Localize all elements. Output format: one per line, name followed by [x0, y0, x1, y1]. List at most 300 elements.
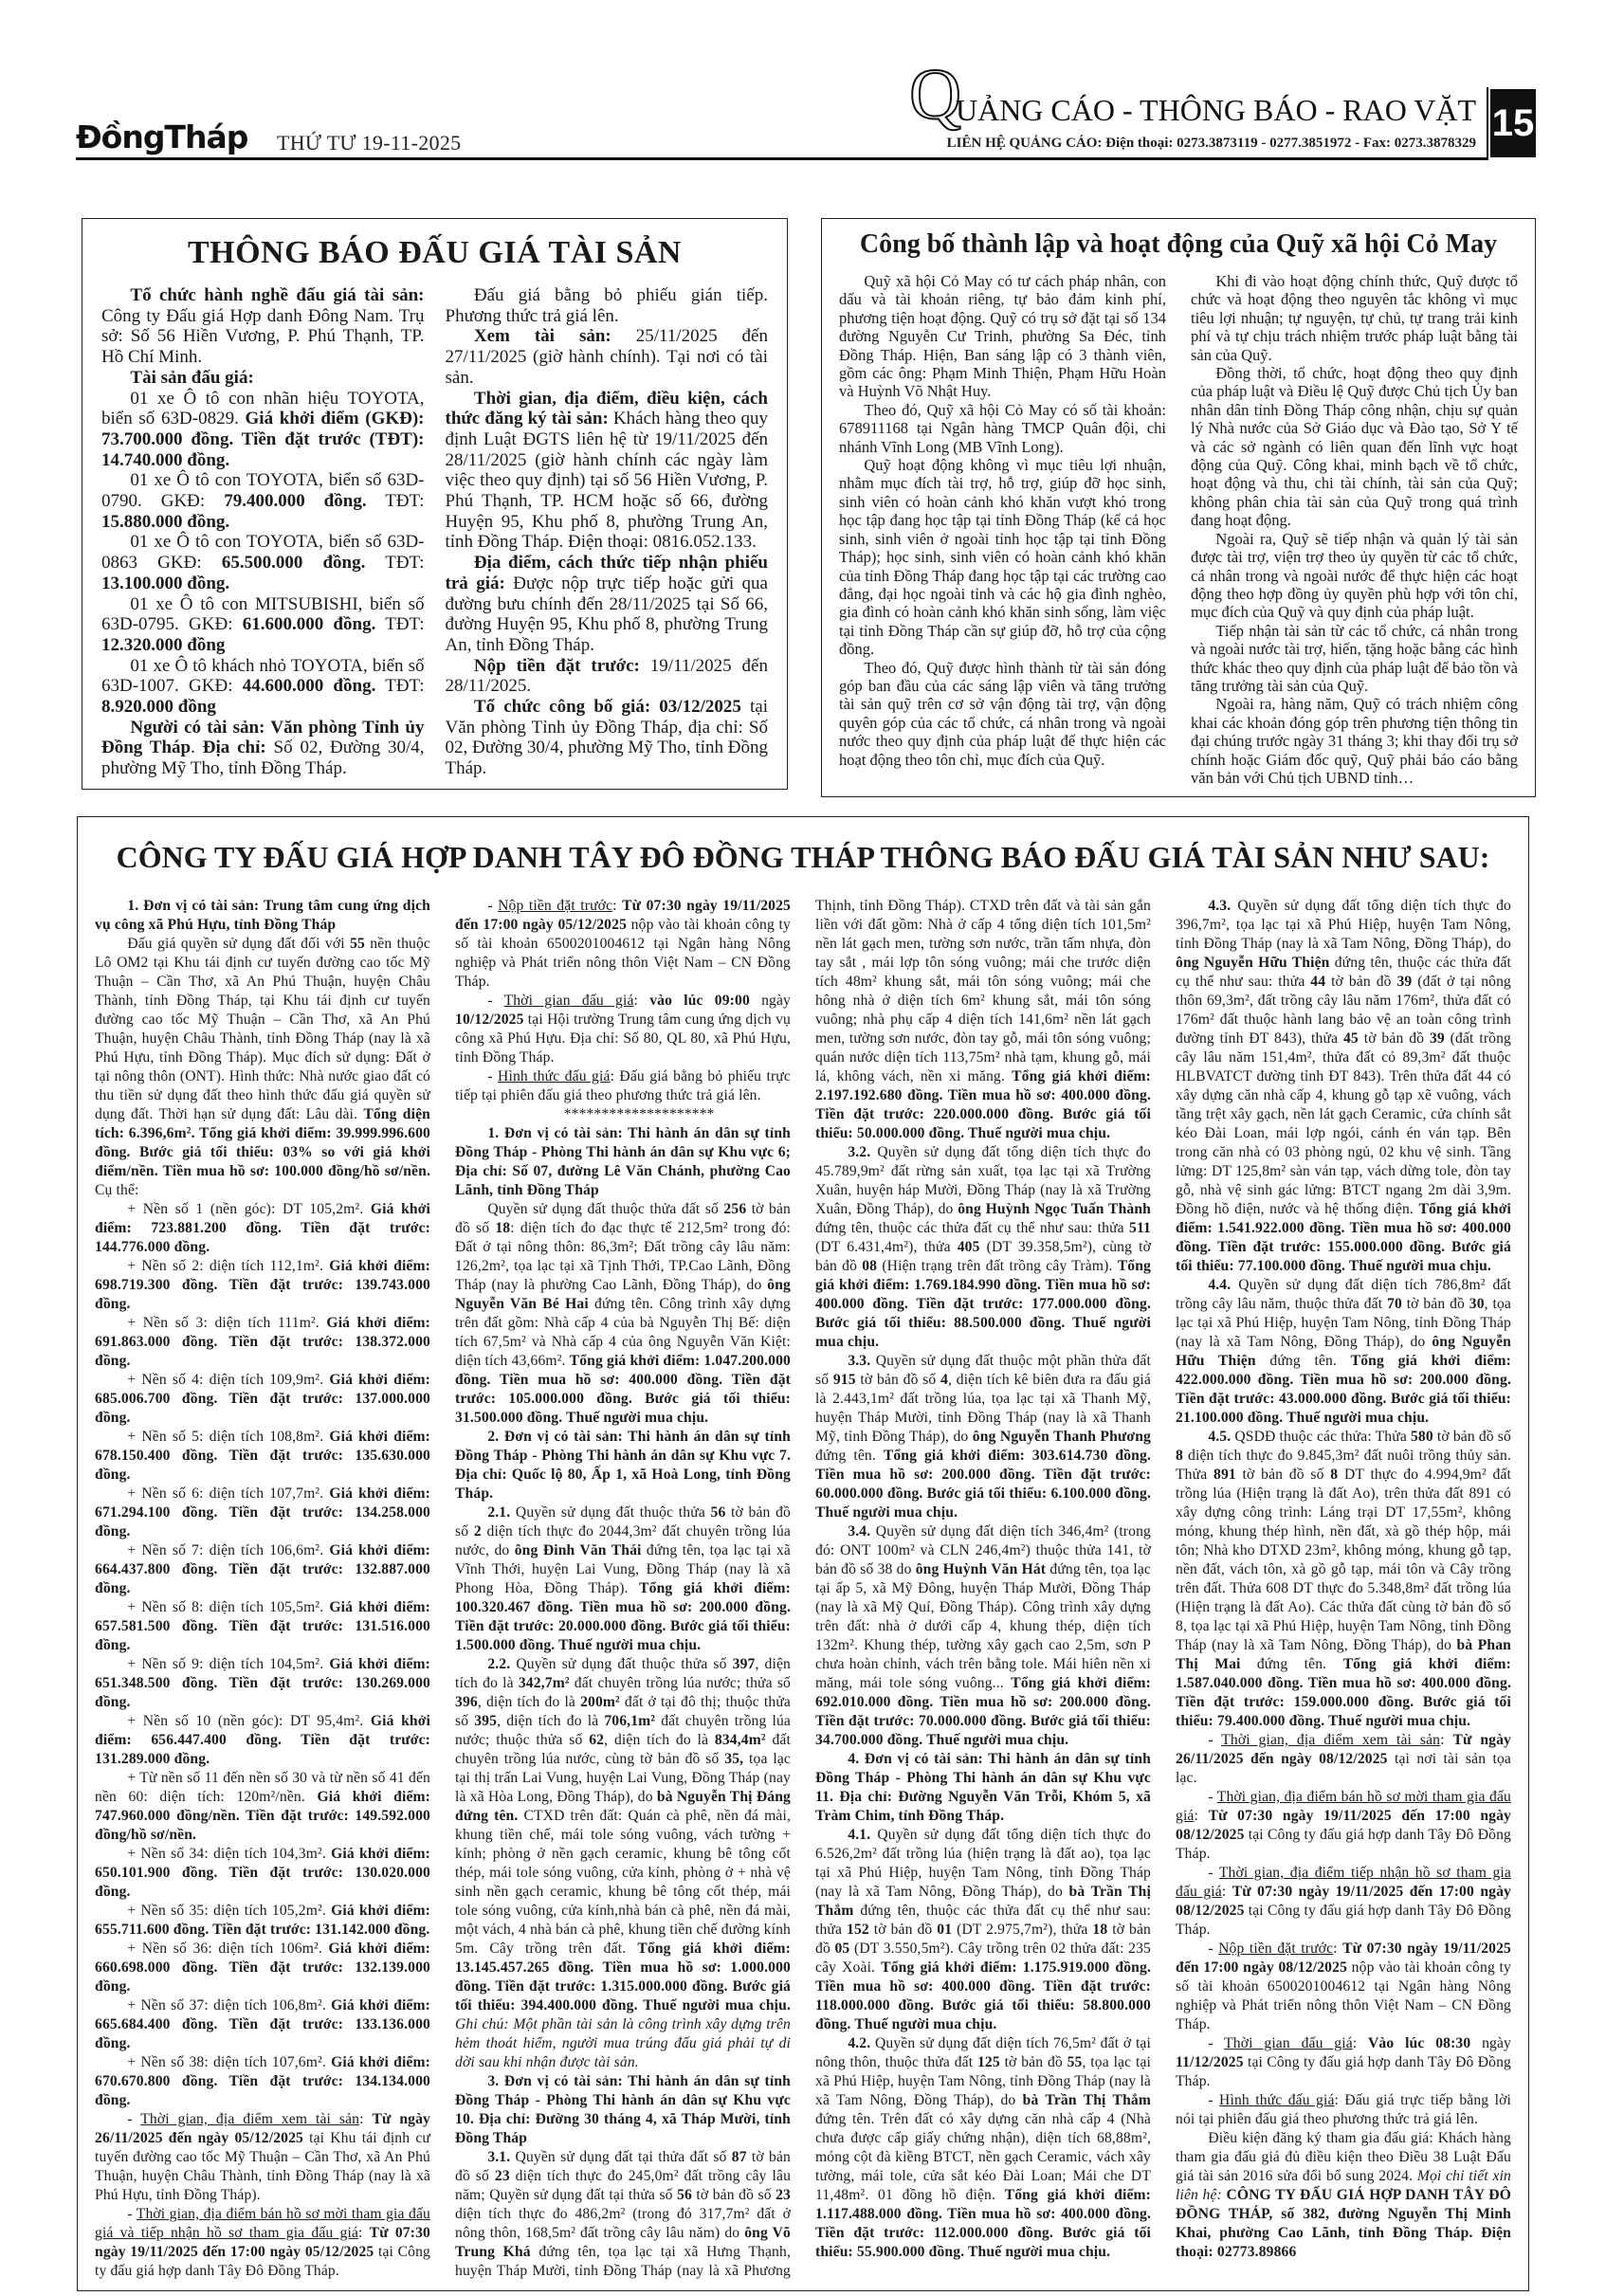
paragraph	[95, 935, 430, 1200]
bold-text: Tổng giá khởi điểm: 2.197.192.680 đồng. Tiền mua hồ sơ: 400.000 đồng. Tiền đặt trước: 220.000.000 đồng. Bước giá tối thiểu: 50.000.000 đồng. Thuế người mua chịu.	[815, 1068, 1151, 1141]
text: tại Công ty đấu giá hợp danh Tây Đô Đồng Tháp.	[1176, 2054, 1511, 2089]
bold-text: 65.500.000 đồng.	[221, 553, 366, 574]
text: nộp vào tài khoản công ty số tài khoản 6500201004612 tại Ngân hàng Nông nghiệp và Phát triển nông thôn Việt Nam – CN Đồng Tháp.	[455, 917, 791, 990]
underlined-text: Hình thức đấu giá	[1219, 2092, 1335, 2108]
bold-text: Giá khởi điểm (GKĐ): 73.700.000 đồng. Tiền đặt trước (TĐT): 14.740.000 đồng.	[101, 409, 425, 470]
text: 01 xe Ô tô con MITSUBISHI, biển số 63D-0795. GKĐ:	[101, 593, 425, 635]
text: Đấu giá bằng bỏ phiếu gián tiếp. Phương thức trả giá lên.	[445, 285, 768, 326]
bold-text: Giá khởi điểm: 698.719.300 đồng. Tiền đặt trước: 139.743.000 đồng.	[95, 1258, 430, 1312]
bold-text: Từ 07:30 ngày 19/11/2025 đến 17:00 ngày 08/12/2025	[1176, 1808, 1511, 1843]
bold-text: Người có tài sản: Văn phòng Tỉnh ủy Đồng Tháp	[101, 717, 425, 758]
auction-notice-dong-nam	[82, 218, 788, 790]
paragraph	[455, 1105, 791, 1124]
bold-text: Vào lúc 08:30	[1368, 2035, 1471, 2051]
bold-text: CÔNG TY ĐẤU GIÁ HỢP DANH TÂY ĐÔ ĐỒNG THÁP, số 382, đường Nguyễn Thị Minh Khai, phường Cao Lãnh, tỉnh Đồng Tháp. Điện thoại: 02773.89866	[1176, 2187, 1511, 2260]
bold-text: 8	[1330, 1467, 1339, 1483]
text: + Nền số 1 (nền góc): DT 105,2m².	[127, 1201, 371, 1217]
bold-text: 2	[473, 1523, 482, 1540]
text: đứng tên, tọa lạc tại ấp 5, xã Mỹ Đông, huyện Tháp Mười, Đồng Tháp (nay là xã Mỹ Quí, Đồng Tháp). Công trình xây dựng trên đất: nhà ở dưới cấp 4, khung thép, diện tích 132m². Khung thép, tường xây gạch cao 2,5m, sơn P chưa hoàn chỉnh, vách trên bằng tole. Mái hiên nền xi măng, mái tole sóng vuông...	[815, 1561, 1151, 1691]
paragraph	[1191, 622, 1518, 696]
paragraph	[101, 718, 425, 779]
text: nền thuộc Lô OM2 tại Khu tái định cư tuyến đường cao tốc Mỹ Thuận – Cần Thơ, xã An Phú Thuận, huyện Châu Thành, tỉnh Đồng Tháp, tại Khu tái định cư tuyến đường cao tốc Mỹ Thuận – Cần Thơ, xã An Phú Thuận, huyện Châu Thành, tỉnh Đồng Tháp (nay là xã Phú Hựu, tỉnh Đồng Tháp). Mục đích sử dụng: Đất ở tại nông thôn (ONT). Hình thức: Nhà nước giao đất có thu tiền sử dụng đất theo hình thức đấu giá quyền sử dụng đất. Thời hạn sử dụng đất: Lâu dài.	[95, 936, 430, 1122]
bold-text: Tổng giá khởi điểm: 422.000.000 đồng. Tiền mua hồ sơ: 200.000 đồng. Tiền đặt trước: 43.000.000 đồng. Bước giá tối thiểu: 21.100.000 đồng. Thuế người mua chịu.	[1176, 1353, 1511, 1426]
text: Quyền sử dụng đất tổng diện tích thực đo 45.789,9m² đất rừng sản xuất, tọa lạc tại xã Trường Xuân, huyện háp Mười, Đồng Tháp (nay là xã Trường Xuân, Đồng Tháp), do	[815, 1144, 1151, 1217]
bold-text: 55	[1067, 2054, 1083, 2070]
header-divider-vertical	[1487, 87, 1488, 160]
bold-text: 511	[1129, 1220, 1151, 1236]
bold-text: 4.5.	[1208, 1429, 1232, 1445]
paragraph	[101, 368, 425, 389]
paragraph	[1176, 1276, 1511, 1428]
text: + Nền số 2: diện tích 112,1m².	[127, 1258, 330, 1274]
paragraph	[815, 1826, 1151, 2034]
text: (DT 2.975,7m²), thửa	[952, 1922, 1093, 1938]
bold-text: 11/12/2025	[1176, 2054, 1244, 2070]
bold-text: Thời gian, địa điểm, điều kiện, cách thức đăng ký tài sản:	[445, 388, 768, 429]
text: + Nền số 36: diện tích 106m².	[127, 1941, 329, 1957]
text: Quyền sử dụng đất tổng diện tích thực đo 6.526,2m² đất trồng lúa (hiện trạng là đất ao), tọa lạc tại xã Phú Hiệp, huyện Tam Nông, tỉnh Đồng Tháp (nay là xã Tam Nông, Đồng Tháp), do	[815, 1827, 1151, 1900]
bold-text: 44.600.000 đồng.	[242, 676, 376, 697]
text: đất ở tại đô thị; thuộc thửa số	[455, 1694, 791, 1729]
bold-text: Tổng giá khởi điểm: 13.145.457.265 đồng. Tiền mua hồ sơ: 1.000.000 đồng. Tiền đặt trước: 1.315.000.000 đồng. Bước giá tối thiểu: 394.400.000 đồng. Thuế người mua chịu.	[455, 1941, 791, 2014]
bold-text: 4. Đơn vị có tài sản: Thi hành án dân sự tỉnh Đồng Tháp - Phòng Thi hành án dân sự Khu vực 11. Địa chỉ: Đường Nguyễn Văn Trỗi, Khóm 5, xã Tràm Chim, tỉnh Đồng Tháp.	[815, 1751, 1151, 1824]
text: tại Công ty đấu giá hợp danh Tây Đô Đồng Tháp.	[95, 2244, 430, 2279]
text: :	[359, 2111, 373, 2127]
text: Quyền sử dụng đất thuộc một phần thửa đất số	[815, 1353, 1151, 1388]
header-rule	[76, 157, 1487, 160]
text: tờ bản đồ	[999, 2054, 1067, 2070]
paragraph	[95, 1200, 430, 1257]
paragraph	[95, 1257, 430, 1314]
bold-text: bà Trần Thị Thắm	[1022, 2092, 1151, 2108]
bold-text: bà Nguyễn Thị Đáng đứng tên.	[455, 1789, 791, 1824]
paragraph	[839, 659, 1166, 769]
text: Quyền sử dụng đất tổng diện tích thực đo 396,7m², tọa lạc tại xã Phú Hiệp, huyện Tam Nông, tỉnh Đồng Tháp (nay là xã Tam Nông, Đồng Tháp), do	[1176, 898, 1511, 952]
text: TĐT:	[375, 614, 425, 635]
text: Quỹ hoạt động không vì mục tiêu lợi nhuận, nhằm mục đích tài trợ, hỗ trợ, giúp đỡ học sinh, sinh viên có hoàn cảnh khó khăn vượt khó trong học tập đang học tập tại tỉnh Đồng Tháp (kể cả học sinh, sinh viên ở ngoài tỉnh học tập tại tỉnh Đồng Tháp); học sinh, sinh viên có hoàn cảnh khó khăn của tỉnh Đồng Tháp đang học tập tại các trường cao đẳng, đại học ngoài tỉnh và các hộ gia đình nghèo, gia đình có hoàn cảnh khó khăn sinh sống, làm việc tại tỉnh Đồng Tháp cần sự giúp đỡ, hỗ trợ của cộng đồng.	[839, 456, 1166, 659]
paragraph	[455, 1428, 791, 1503]
italic-text: Mọi chi tiết xin liên hệ:	[1176, 2168, 1512, 2203]
text: đứng tên. Trên đất có xây dựng căn nhà cấp 4 (Nhà chưa được cấp giấy chứng nhận), diện tích 68,88m², móng cột đà kiềng BTCT, nền gạch Ceramic, vách xây tường, mái tole, cửa sắt kéo Đài Loan; Mái che DT 11,48m². 01 đồng hồ điện.	[815, 2111, 1151, 2203]
text: Công ty Đấu giá Hợp danh Đông Nam. Trụ sở: Số 56 Hiền Vương, P. Phú Thạnh, TP. Hồ Chí Minh.	[101, 305, 425, 368]
paragraph	[815, 2034, 1151, 2262]
bold-text: Giá khởi điểm: 678.150.400 đồng. Tiền đặt trước: 135.630.000 đồng.	[95, 1429, 431, 1483]
text: : Đấu giá bằng bỏ phiếu trực tiếp tại phiên đấu giá theo phương thức trả giá lên.	[455, 1068, 791, 1103]
paragraph	[455, 897, 791, 992]
text: tại Công ty đấu giá hợp danh Tây Đô Đồng Tháp.	[1176, 1903, 1511, 1938]
bold-text: Từ ngày 26/11/2025 đến ngày 08/12/2025	[1176, 1732, 1511, 1767]
bold-text: Tổng giá khởi điểm: 303.614.730 đồng. Tiền mua hồ sơ: 200.000 đồng. Tiền đặt trước: 60.000.000 đồng. Bước giá tối thiểu: 6.100.000 đồng. Thuế người mua chịu.	[815, 1448, 1151, 1521]
bold-text: 18	[495, 1220, 511, 1236]
bold-text: 10/12/2025	[455, 1011, 524, 1028]
bold-text: Giá khởi điểm: 691.863.000 đồng. Tiền đặt trước: 138.372.000 đồng.	[95, 1315, 431, 1369]
bold-text: ông Nguyễn Thanh Phương	[972, 1429, 1151, 1445]
text: , diện tích đo là	[497, 1713, 605, 1729]
bold-text: Giá khởi điểm: 655.711.600 đồng. Tiền đặt trước: 131.142.000 đồng.	[95, 1903, 430, 1938]
notice-body	[95, 897, 1511, 2281]
text: đứng tên.	[815, 1448, 884, 1464]
underlined-text: Thời gian đấu giá	[1224, 2035, 1353, 2051]
text: :	[1333, 1941, 1343, 1957]
paragraph	[1176, 1864, 1511, 1940]
text: ngày	[749, 993, 791, 1009]
bold-text: Tổng giá khởi điểm: 100.320.467 đồng. Tiền mua hồ sơ: 200.000 đồng. Tiền đặt trước: 20.000.000 đồng. Bước giá tối thiểu: 1.500.000 đồng. Thuế người mua chịu.	[455, 1580, 791, 1653]
paragraph	[455, 1067, 791, 1105]
bold-text: 62	[589, 1732, 605, 1748]
text: CTXD trên đất: Quán cà phê, nền đá mài, khung tiền chế, mái tole sóng vuông, vách tường + kính; phòng ở nền gạch ceramic, khung bê tông cốt thép, mái tole sóng vuông, cửa kính, phòng ở + nhà vệ sinh nền gạch ceramic, khung bê tông cốt thép, mái tole sóng vuông, cửa kính,nhà bán cà phê, nền đá mài, một vách, 4 nhà bán cà phê, khung tiền chế đường kính 5m. Cây trồng trên đất.	[455, 1808, 791, 1957]
paragraph	[1191, 364, 1518, 530]
page-number-badge	[1490, 89, 1536, 157]
text: -	[487, 1068, 499, 1084]
text: tại nơi tài sản tọa lạc.	[1176, 1751, 1511, 1786]
bold-text: 125	[976, 2054, 1000, 2070]
bold-text: Giá khởi điểm: 651.348.500 đồng. Tiền đặt trước: 130.269.000 đồng.	[95, 1656, 431, 1710]
text: Cụ thể:	[95, 1182, 139, 1198]
bold-text: 56	[710, 1504, 726, 1521]
text: đứng tên. Công trình xây dựng trên đất gồm: Nhà cấp 4 của bà Nguyễn Thị Bế: diện tích 67,5m² và Nhà cấp 4 của ông Nguyễn Văn Kiệt: diện tích 43,66m².	[455, 1296, 791, 1369]
text: Quyền sử dụng đất thuộc thửa	[510, 1504, 711, 1521]
bold-text: Từ 07:30 ngày 19/11/2025 đến 17:00 ngày 05/12/2025	[95, 2225, 430, 2260]
bold-text: Giá khởi điểm: 664.437.800 đồng. Tiền đặt trước: 132.887.000 đồng.	[95, 1542, 431, 1596]
text: Quyền sử dụng đất diện tích 76,5m² đất ở tại nông thôn, thuộc thửa đất	[815, 2035, 1151, 2070]
text: Quyền sử dụng đất diện tích 346,4m² (trong đó: ONT 100m² và CLN 246,4m²) thuộc thửa 141, tờ bản đồ số 38 do	[815, 1523, 1151, 1577]
bold-text: 30	[1469, 1296, 1485, 1312]
text: ngày	[1470, 2035, 1511, 2051]
paragraph	[446, 326, 769, 388]
text: , diện tích đo là	[604, 1732, 715, 1748]
paragraph	[815, 1750, 1151, 1826]
text: TĐT:	[366, 491, 425, 512]
text: Ngoài ra, Quỹ sẽ tiếp nhận và quản lý tài sản được tài trợ, viện trợ theo ủy quyền từ các tổ chức, cá nhân trong và ngoài nước để thực hiện các hoạt động theo hợp đồng ủy quyền phù hợp với tôn chỉ, mục đích của Quỹ và quy định của pháp luật.	[1191, 529, 1518, 622]
bold-text: Giá khởi điểm: 660.698.000 đồng. Tiền đặt trước: 132.139.000 đồng.	[95, 1941, 430, 1995]
bold-text: 834,4m²	[714, 1732, 766, 1748]
bold-text: Tổng diện tích: 6.396,6m². Tổng giá khởi điểm: 39.999.996.600 đồng. Bước giá tối thiểu: 03% so với giá khởi điểm/nền. Tiền mua hồ sơ: 100.000 đồng/hồ sơ/nền.	[95, 1106, 430, 1179]
paragraph	[446, 553, 769, 656]
text: Điều kiện đăng ký tham gia đấu giá: Khách hàng tham gia đấu giá đủ điều kiện theo Điều 38 Luật Đấu giá tài sản 2016 sửa đổi bổ sung 2024.	[1176, 2130, 1511, 2184]
bold-text: Tổng giá khởi điểm: 1.117.488.000 đồng. Tiền mua hồ sơ: 400.000 đồng. Tiền đặt trước: 112.000.000 đồng. Bước giá tối thiểu: 55.900.000 đồng. Thuế người mua chịu.	[815, 2187, 1151, 2260]
text: (đất ở tại nông thôn 69,3m², đất trồng cây lâu năm 176m², thửa đất có 176m² đất thuộc hành lang bảo vệ an toàn công trình đường tỉnh ĐT 843), thửa	[1176, 974, 1512, 1047]
text: , tọa lạc tại xã Phú Hiệp, huyện Tam Nông, tỉnh Đồng Tháp (nay là xã Tam Nông, Đồng Tháp), do	[1176, 1296, 1511, 1350]
paragraph	[1191, 272, 1518, 364]
bold-text: 79.400.000 đồng.	[224, 491, 367, 512]
bold-text: bà Phan Thị Mai	[1176, 1637, 1511, 1672]
bold-text: 56	[677, 2187, 692, 2203]
paragraph	[455, 1200, 791, 1428]
paragraph	[815, 1352, 1151, 1522]
paragraph	[95, 1940, 430, 1996]
bold-text: ông Nguyễn Văn Bé Hai	[455, 1277, 791, 1312]
paragraph	[815, 1522, 1151, 1750]
notice-title: THÔNG BÁO ĐẤU GIÁ TÀI SẢN	[187, 235, 682, 270]
bold-text: 891	[1213, 1467, 1236, 1483]
bold-text: 4.2.	[848, 2035, 871, 2051]
text: tờ bản đồ	[1401, 1296, 1469, 1312]
bold-text: Giá khởi điểm: 723.881.200 đồng. Tiền đặt trước: 144.776.000 đồng.	[95, 1201, 431, 1255]
paragraph	[95, 1902, 430, 1940]
paragraph	[1176, 1788, 1511, 1864]
bold-text: 8.920.000 đồng	[101, 697, 216, 718]
text: + Nền số 7: diện tích 106,6m².	[127, 1542, 330, 1558]
bold-text: 4.4.	[1208, 1277, 1232, 1293]
underlined-text: Thời gian, địa điểm bán hồ sơ mời tham gia đấu giá và tiếp nhận hồ sơ tham gia đấu giá	[95, 2206, 430, 2241]
bold-text: 44	[1310, 974, 1326, 990]
bold-text: Tổng giá khởi điểm: 692.010.000 đồng. Tiền mua hồ sơ: 200.000 đồng. Tiền đặt trước: 70.000.000 đồng. Bước giá tối thiểu: 34.700.000 đồng. Thuế người mua chịu.	[815, 1675, 1152, 1748]
bold-text: 1. Đơn vị có tài sản: Thi hành án dân sự tỉnh Đồng Tháp - Phòng Thi hành án dân sự Khu vực 6; Địa chỉ: Số 07, đường Lê Văn Chánh, phường Cao Lãnh, tỉnh Đồng Tháp	[455, 1125, 791, 1198]
text: đất chuyên trồng lúa nước, cùng tờ bản đồ số	[455, 1732, 791, 1767]
text: -	[487, 898, 499, 914]
text: + Nền số 4: diện tích 109,9m².	[127, 1372, 330, 1388]
text: Quyền sử dụng đất diện tích 786,8m² đất trồng cây lâu năm, thuộc thửa đất	[1176, 1277, 1511, 1312]
announcement-title: Công bố thành lập và hoạt động của Quỹ xã hội Cỏ May	[859, 229, 1498, 259]
bold-text: 580	[1410, 1429, 1433, 1445]
paragraph	[1176, 1428, 1511, 1731]
bold-text: 706,1m²	[604, 1713, 656, 1729]
text: 01 xe Ô tô khách nhỏ TOYOTA, biển số 63D-1007. GKĐ:	[101, 655, 425, 697]
text: tờ bản đồ số	[855, 1372, 941, 1388]
text: -	[487, 993, 504, 1009]
bold-text: 15.880.000 đồng.	[101, 511, 230, 532]
text: DT thực đo 4.994,9m² đất trồng lúa (Hiện trạng là đất Ao), trên thửa đất 891 có xây dựng công trình: Láng trại DT 17,55m², không móng, khung thép hình, nền đất, xà gồ thép hộp, mái tôn; Nhà kho DTXD 23m², không móng, khung gỗ tạp, nền đất, vách tôn, xà gồ gỗ tạp, mái tôn và Cây trồng trên đất. Thửa 608 DT thực đo 5.348,8m² đất trồng lúa (Hiện trạng là đất Ao). Các thửa đất cùng tờ bản đồ số 8, tọa lạc tại xã Phú Hiệp, huyện Tam Nông, tỉnh Đồng Tháp (nay là xã Tam Nông, Đồng Tháp), do	[1176, 1467, 1511, 1653]
text: (DT 39.358,5m²), cùng tờ bản đồ	[815, 1239, 1151, 1274]
italic-text: Ghi chú: Một phần tài sản là công trình xây dựng trên hẻm thoát hiểm, người mua trúng đấu giá phải tự di dời sau khi nhận được tài sản.	[455, 2016, 791, 2070]
text: + Nền số 6: diện tích 107,7m².	[127, 1485, 330, 1502]
text: tờ bản đồ số	[691, 2187, 776, 2203]
paragraph	[95, 2110, 430, 2205]
text: TĐT:	[365, 553, 425, 574]
bold-text: Tổng giá khởi điểm: 1.541.922.000 đồng. Tiền mua hồ sơ: 400.000 đồng. Tiền đặt trước: 155.000.000 đồng. Bước giá tối thiểu: 77.100.000 đồng. Thuế người mua chịu.	[1176, 1201, 1511, 1274]
bold-text: ông Nguyễn Hữu Thiện	[1176, 1334, 1511, 1369]
bold-text: Giá khởi điểm: 665.684.400 đồng. Tiền đặt trước: 133.136.000 đồng.	[95, 1997, 430, 2051]
text: QSDĐ thuộc các thửa: Thửa	[1231, 1429, 1411, 1445]
bold-text: 3.4.	[848, 1523, 871, 1540]
paragraph	[95, 1845, 430, 1902]
bold-text: 405	[957, 1239, 980, 1255]
paragraph	[101, 656, 425, 718]
bold-text: 12.320.000 đồng	[101, 634, 226, 655]
bold-text: Giá khởi điểm: 650.101.900 đồng. Tiền đặt trước: 130.020.000 đồng.	[95, 1846, 430, 1900]
underlined-text: Thời gian, địa điểm bán hồ sơ mời tham gia đấu giá	[1176, 1789, 1511, 1824]
text: tờ bản đồ	[815, 1922, 1151, 1957]
bold-text: 4	[940, 1372, 949, 1388]
text: -	[1208, 1732, 1222, 1748]
paragraph	[1176, 2129, 1511, 2262]
text: :	[612, 898, 623, 914]
paragraph	[455, 992, 791, 1067]
text: (DT 3.550,5m²). Cây trồng trên 02 thửa đất: 235 cây Xoài.	[815, 1941, 1151, 1976]
text: , diện tích đo là	[455, 1656, 792, 1691]
paragraph	[1176, 1731, 1511, 1788]
bold-text: 395	[474, 1713, 498, 1729]
text: tờ bản đồ số	[1235, 1467, 1331, 1483]
text: tại Khu tái định cư tuyến đường cao tốc Mỹ Thuận – Cần Thơ, xã An Phú Thuận, huyện Châu Thành, tỉnh Đồng Tháp (nay là xã Phú Hựu, tỉnh Đồng Tháp).	[95, 2130, 430, 2203]
bold-text: Giá khởi điểm: 656.447.400 đồng. Tiền đặt trước: 131.289.000 đồng.	[95, 1713, 431, 1767]
text: -	[1208, 1865, 1219, 1881]
bold-text: 256	[723, 1201, 747, 1217]
bold-text: 45	[1342, 1030, 1359, 1047]
text: tờ bản đồ	[1325, 974, 1397, 990]
text: :	[633, 993, 650, 1009]
co-may-fund-announcement	[821, 218, 1536, 797]
bold-text: Từ ngày 26/11/2025 đến ngày 05/12/2025	[95, 2111, 430, 2146]
paragraph	[1176, 897, 1511, 1276]
bold-text: 18	[1092, 1922, 1108, 1938]
paragraph	[95, 1314, 430, 1371]
text: + Nền số 5: diện tích 108,8m².	[127, 1429, 330, 1445]
text: đứng tên, thuộc các thửa đất cụ thể như sau: thửa	[815, 1220, 1130, 1236]
paragraph	[95, 1485, 430, 1541]
paragraph	[95, 1541, 430, 1598]
text: Theo đó, Quỹ xã hội Cỏ May có số tài khoản: 678911168 tại Ngân hàng TMCP Quân đội, chi nhánh Vĩnh Long (MB Vĩnh Long).	[839, 400, 1166, 456]
underlined-text: Thời gian, địa điểm xem tài sản	[140, 2111, 360, 2127]
bold-text: Tổng giá khởi điểm: 1.175.919.000 đồng. Tiền mua hồ sơ: 400.000 đồng. Tiền đặt trước: 118.000.000 đồng. Bước giá tối thiểu: 58.800.000 đồng. Thuế người mua chịu.	[815, 1959, 1152, 2032]
text: (DT 6.431,4m²), thửa	[815, 1239, 958, 1255]
bold-text: 4.3.	[1208, 898, 1232, 914]
section-title-text: UẢNG CÁO - THÔNG BÁO - RAO VẶT	[955, 93, 1476, 127]
bold-text: Giá khởi điểm: 671.294.100 đồng. Tiền đặt trước: 134.258.000 đồng.	[95, 1485, 431, 1540]
paragraph	[1176, 2091, 1511, 2129]
bold-text: 152	[847, 1922, 869, 1938]
announcement-body	[839, 272, 1518, 787]
text: + Nền số 34: diện tích 104,3m².	[127, 1846, 332, 1862]
bold-text: 3.3.	[848, 1353, 871, 1369]
bold-text: Tổ chức công bố giá: 03/12/2025	[473, 697, 741, 718]
paragraph	[1191, 695, 1518, 787]
bold-text: Giá khởi điểm: 670.670.800 đồng. Tiền đặt trước: 134.134.000 đồng.	[95, 2054, 430, 2108]
text: -	[1208, 2035, 1225, 2051]
bold-text: Giá khởi điểm: 657.581.500 đồng. Tiền đặt trước: 131.516.000 đồng.	[95, 1599, 431, 1653]
text: 19/11/2025 đến 28/11/2025.	[445, 655, 768, 697]
bold-text: ông Nguyễn Hữu Thiện	[1176, 955, 1330, 971]
bold-text: 01	[937, 1922, 953, 1938]
paragraph	[101, 285, 425, 368]
text: :	[1352, 2035, 1369, 2051]
paragraph	[446, 285, 769, 326]
text: (đất trồng cây lâu năm 151,4m², thửa đất có 89,3m² đất thuộc HLBVATCT đường tỉnh ĐT 843). Trên thửa đất 44 có xây dựng căn nhà cấp 4, khung gỗ tạp xẽ vuông, vách tầng trệt xây gạch, nền lát gạch Ceramic, cửa chính sắt kéo Đài Loan, mái lợp ngói, cánh én ván tạp. Bên trong căn nhà có 03 phòng ngủ, 02 khu vệ sinh. Tầng lửng: DT 125,8m² sàn ván tạp, vách dừng tole, đòn tay gỗ, nhà vệ sinh gác lửng: BTCT ngang 2m dài 3,9m. Đồng hồ điện, nước và hệ thống điện.	[1176, 1030, 1512, 1217]
text: -	[127, 2111, 141, 2127]
text: Quyền sử dụng đất thuộc thửa đất số	[487, 1201, 724, 1217]
bold-text: Tổng giá khởi điểm: 1.047.200.000 đồng. Tiền mua hồ sơ: 400.000 đồng. Tiền đặt trước: 105.000.000 đồng. Bước giá tối thiểu: 31.500.000 đồng. Thuế người mua chịu.	[455, 1353, 791, 1426]
text: tờ bản đồ số	[455, 1504, 791, 1540]
text: ********************	[563, 1106, 715, 1122]
paragraph	[95, 1371, 430, 1428]
text: Được nộp trực tiếp hoặc gửi qua đường bưu chính đến 28/11/2025 tại Số 66, đường Huyện 95, Khu phố 8, phường Trung An, tỉnh Đồng Tháp.	[445, 573, 768, 655]
text: + Nền số 37: diện tích 106,8m².	[127, 1997, 332, 2014]
text: diện tích thực đo 2044,3m² đất chuyên trồng lúa nước, do	[455, 1523, 791, 1558]
bold-text: 39	[1396, 974, 1413, 990]
underlined-text: Thời gian, địa điểm tiếp nhận hồ sơ tham gia đấu giá	[1176, 1865, 1511, 1900]
bold-text: ông Võ Trung Khá	[455, 2225, 792, 2260]
paragraph	[455, 1124, 791, 1200]
paragraph	[455, 1655, 791, 2072]
bold-text: Tổng giá khởi điểm: 1.587.040.000 đồng. Tiền mua hồ sơ: 400.000 đồng. Tiền đặt trước: 159.000.000 đồng. Bước giá tối thiểu: 79.400.000 đồng. Thuế người mua chịu.	[1176, 1656, 1512, 1729]
bold-text: 1. Đơn vị có tài sản: Trung tâm cung ứng dịch vụ công xã Phú Hựu, tỉnh Đồng Tháp	[95, 898, 430, 933]
ad-contact-line: LIÊN HỆ QUẢNG CÁO: Điện thoại: 0273.3873119 - 0277.3851972 - Fax: 0273.3878329	[946, 136, 1476, 151]
text: (Hiện trạng trên đất trồng cây Tràm).	[877, 1258, 1118, 1274]
text: : diện tích đo đạc thực tế 212,5m² trong đó: Đất ở tại nông thôn: 86,3m²; Đất trồng cây lâu năm: 126,2m², tọa lạc tại xã Tịnh Thới, TP.Cao Lãnh, Đồng Tháp (nay là phường Cao Lãnh, Đồng Tháp), do	[455, 1220, 791, 1293]
text: tọa lạc tại thị trấn Lai Vung, huyện Lai Vung, Đồng Tháp (nay là xã Hòa Long, Đồng Tháp), do	[455, 1751, 791, 1805]
bold-text: 200m²	[580, 1694, 620, 1710]
paragraph	[1176, 2034, 1511, 2091]
text: Đồng thời, tổ chức, hoạt động theo quy định của pháp luật và Điều lệ Quỹ được Chủ tịch Ủy ban nhân dân tỉnh Đồng Tháp công nhận, chịu sự quản lý Nhà nước của Sở Giáo dục và Đào tạo, Sở Y tế và các sở ngành có liên quan đến lĩnh vực hoạt động của Quỹ. Công khai, minh bạch về tổ chức, hoạt động và thu, chi tài chính, tài sản của Quỹ; không phân chia tài sản của Quỹ trong quá trình đang hoạt động.	[1191, 364, 1518, 530]
text: đứng tên, thuộc các thửa đất cụ thể như sau: thửa	[1176, 955, 1511, 990]
text: tờ bản đồ	[1358, 1030, 1430, 1047]
text: Ngoài ra, hàng năm, Quỹ có trách nhiệm công khai các khoản đóng góp trên phương tiện thông tin đại chúng trước ngày 31 tháng 3; khi thay đổi trụ sở chính hoặc Giám đốc quỹ, Quỹ phải báo cáo bằng văn bản với Chủ tịch UBND tỉnh…	[1191, 695, 1518, 787]
text: : Đấu giá trực tiếp bằng lời nói tại phiên đấu giá theo phương thức trả giá lên.	[1176, 2092, 1511, 2127]
bold-text: bà Trần Thị Thắm	[815, 1884, 1151, 1919]
paragraph	[455, 1503, 791, 1655]
bold-text: 39	[1429, 1030, 1445, 1047]
text: Quyền sử dụng đất tại thửa đất số	[510, 2149, 732, 2165]
paragraph	[446, 656, 769, 697]
bold-text: 61.600.000 đồng.	[242, 614, 376, 635]
bold-text: ông Đinh Văn Thái	[514, 1542, 642, 1558]
text: diện tích thực đo 486,2m² (trong đó 317,7m² đất ở nông thôn, 168,5m² đất trồng cây lâu năm) do	[455, 2206, 791, 2241]
issue-date: THỨ TƯ 19-11-2025	[277, 131, 462, 155]
text: + Nền số 8: diện tích 105,5m².	[127, 1599, 330, 1615]
text: Quyền sử dụng đất thuộc thửa số	[510, 1656, 733, 1672]
text: -	[1208, 1789, 1217, 1805]
bold-text: Tổ chức hành nghề đấu giá tài sản:	[130, 285, 425, 305]
bold-text: Tổng giá khởi điểm: 1.769.184.990 đồng. Tiền mua hồ sơ: 400.000 đồng. Tiền đặt trước: 177.000.000 đồng. Bước giá tối thiểu: 88.500.000 đồng. Thuế người mua chịu.	[815, 1258, 1151, 1350]
underlined-text: Hình thức đấu giá	[498, 1068, 611, 1084]
text: + Nền số 38: diện tích 107,6m².	[127, 2054, 332, 2070]
text: đất chuyên trồng lúa nước; thuộc thửa số	[455, 1713, 791, 1748]
bold-text: 396	[455, 1694, 478, 1710]
text: nộp vào tài khoản công ty số tài khoản 6500201004612 tại Ngân hàng Nông nghiệp và Phát triển nông thôn Việt Nam – CN Đồng Tháp.	[1176, 1959, 1511, 2032]
text: Tiếp nhận tài sản từ các tổ chức, cá nhân trong và ngoài nước tài trợ, hiến, tặng hoặc bằng các hình thức khác theo quy định của pháp luật để bảo tồn và tăng trưởng tài sản của Quỹ.	[1191, 621, 1518, 695]
bold-text: Giá khởi điểm: 685.006.700 đồng. Tiền đặt trước: 137.000.000 đồng.	[95, 1372, 431, 1426]
bold-text: 23	[776, 2187, 791, 2203]
text: , diện tích đo là	[477, 1694, 581, 1710]
paragraph	[101, 389, 425, 471]
text: 01 xe Ô tô con TOYOTA, biển số 63D-0790. GKĐ:	[101, 470, 425, 512]
paragraph	[455, 2072, 791, 2148]
bold-text: Địa chỉ:	[202, 738, 266, 758]
paragraph	[95, 1996, 430, 2053]
paragraph	[95, 1655, 430, 1712]
text: Khi đi vào hoạt động chính thức, Quỹ được tổ chức và hoạt động theo nguyên tắc không vì mục tiêu lợi nhuận; tự nguyện, tự chủ, tự trang trải kinh phí và tự chịu trách nhiệm trước pháp luật bằng tài sản của Quỹ.	[1191, 272, 1518, 364]
text: :	[1440, 1732, 1453, 1748]
bold-text: 2.1.	[487, 1504, 511, 1521]
text: + Nền số 10 (nền góc): DT 95,4m².	[127, 1713, 371, 1729]
text: :	[1194, 1808, 1209, 1824]
text: đứng tên, thuộc các thửa đất cụ thể như sau: thửa	[815, 1903, 1151, 1938]
underlined-text: Thời gian đấu giá	[503, 993, 634, 1009]
underlined-text: Nộp tiền đặt trước	[1218, 1941, 1334, 1957]
text: tờ bản đồ	[868, 1922, 938, 1938]
bold-text: 13.100.000 đồng.	[101, 573, 230, 593]
text: tờ bản đồ số	[1432, 1429, 1511, 1445]
text: diện tích thực đo 245,0m² đất trồng cây lâu năm; Quyền sử dụng đất tại thửa số	[455, 2168, 792, 2203]
bold-text: Nộp tiền đặt trước:	[473, 655, 640, 676]
text: + Nền số 9: diện tích 104,5m².	[127, 1656, 330, 1672]
paragraph	[95, 1428, 430, 1485]
bold-text: 35,	[724, 1751, 744, 1767]
text: 25/11/2025 đến 27/11/2025 (giờ hành chính). Tại nơi có tài sản.	[445, 326, 768, 388]
text: đứng tên.	[1240, 1656, 1343, 1672]
bold-text: 342,7m²	[518, 1675, 570, 1691]
bold-text: ông Huỳnh Ngọc Tuấn Thành	[958, 1201, 1152, 1217]
notice-body	[101, 285, 768, 779]
text: tờ bản đồ số	[455, 2149, 791, 2184]
text: , diện tích kê biên đưa ra đấu giá là 2.443,1m² đất trồng lúa, tọa lạc tại xã Thanh Mỹ, huyện Tháp Mười, tỉnh Đồng Tháp (nay là xã Thanh Mỹ, tỉnh Đồng Tháp), do	[815, 1372, 1151, 1445]
text: + Từ nền số 11 đến nền số 30 và từ nền số 41 đến nền 60: diện tích: 120m²/nền.	[95, 1770, 430, 1805]
paragraph	[101, 532, 425, 593]
text: -	[1208, 1941, 1219, 1957]
text: tại Văn phòng Tỉnh ủy Đồng Tháp, địa chỉ: Số 02, Đường 30/4, phường Mỹ Tho, tỉnh Đồng Tháp.	[445, 697, 768, 779]
paragraph	[95, 1598, 430, 1655]
section-title-initial: Q	[909, 55, 961, 135]
